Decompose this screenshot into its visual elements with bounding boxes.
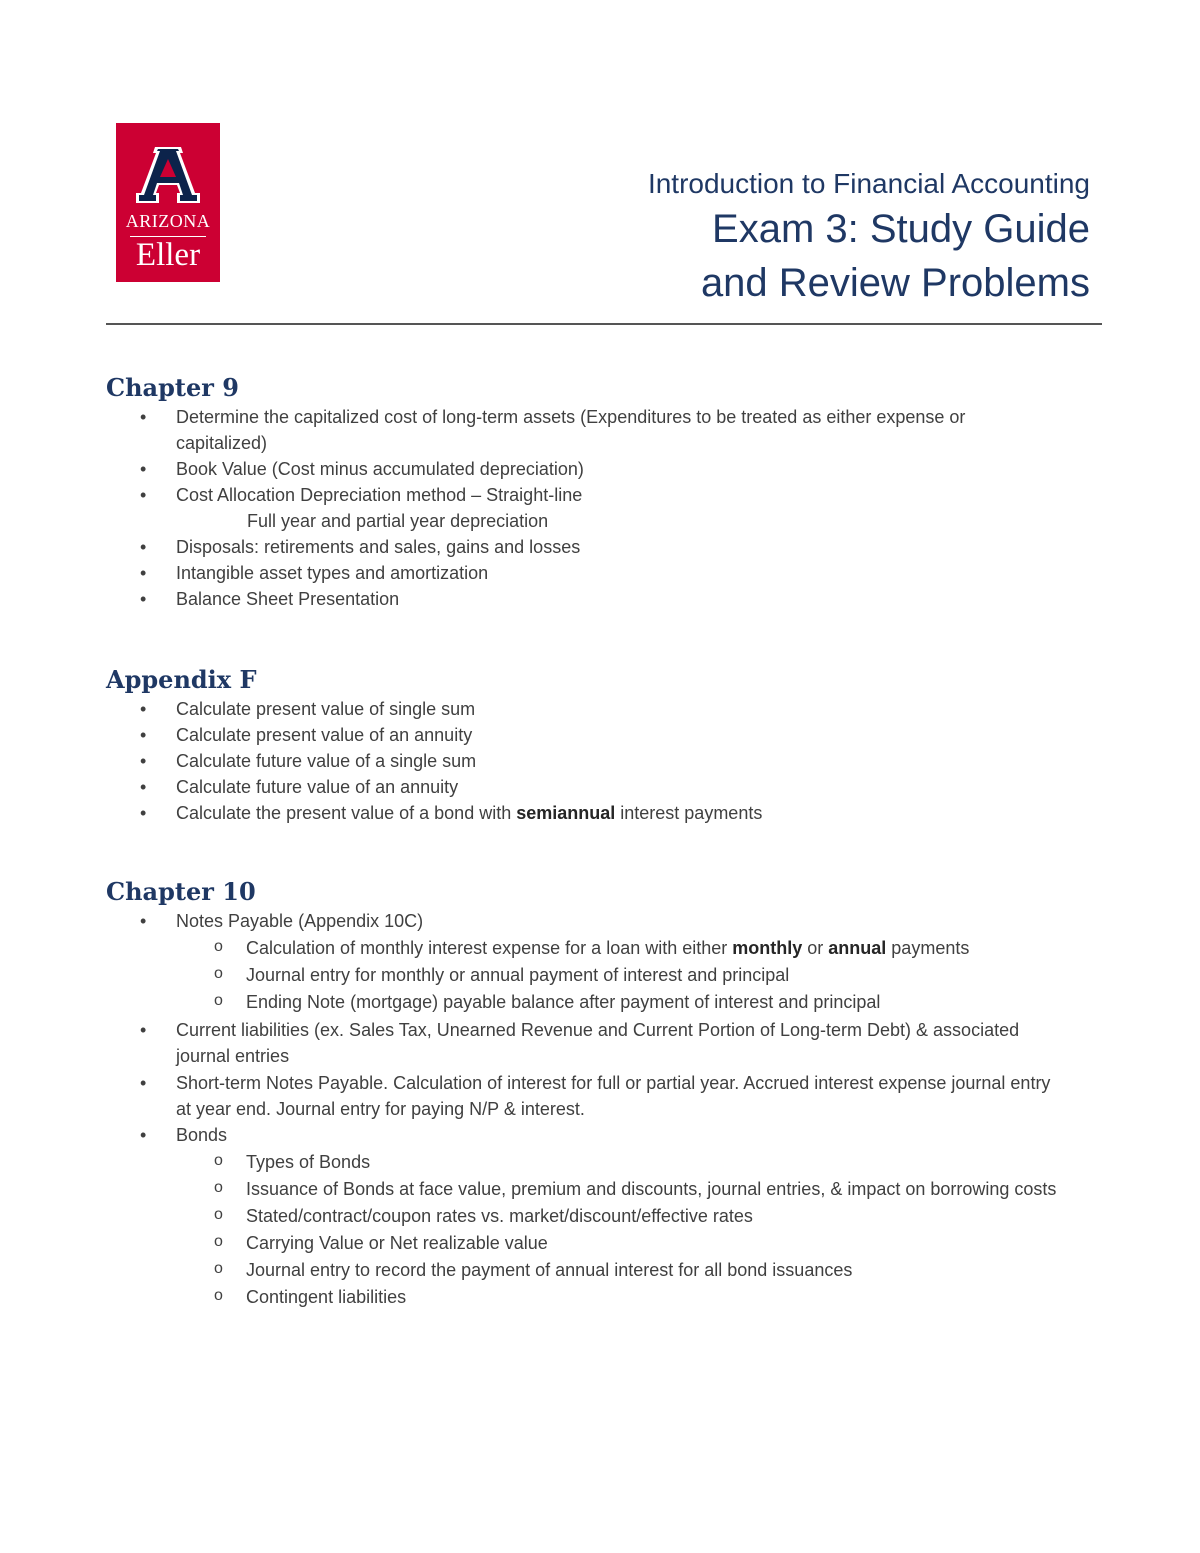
block-a-icon xyxy=(133,145,203,205)
chapter-10-list xyxy=(106,908,1106,1310)
appendix-f-heading: Appendix F xyxy=(106,665,257,694)
emphasis-text: monthly xyxy=(732,938,803,958)
sub-list-item: o Carrying Value or Net realizable value xyxy=(176,1230,1106,1256)
university-logo xyxy=(116,123,220,282)
emphasis-text: semiannual xyxy=(516,803,616,823)
emphasis-text: annual xyxy=(828,938,887,958)
list-item-text: or xyxy=(802,938,829,958)
sub-list-item: o Journal entry to record the payment of annual interest for all bond issuances xyxy=(176,1257,1106,1283)
document-header xyxy=(648,166,1090,310)
sub-list-item: o Journal entry for monthly or annual payment of interest and principal xyxy=(176,962,1106,988)
chapter-10-heading: Chapter 10 xyxy=(106,877,256,906)
chapter-10-section xyxy=(106,876,1106,1310)
list-item-text: payments xyxy=(886,938,970,958)
list-item: • Current liabilities (ex. Sales Tax, Unearned Revenue and Current Portion of Long-term Debt) & associated journal entries xyxy=(106,1017,1036,1069)
list-item xyxy=(106,908,1106,1015)
list-item: • Calculate present value of an annuity xyxy=(106,722,1106,748)
logo-text-eller: Eller xyxy=(135,237,201,273)
list-item: • Calculate future value of a single sum xyxy=(106,748,1106,774)
appendix-f-section xyxy=(106,664,1106,826)
list-item-text: interest payments xyxy=(615,803,763,823)
list-item: • Balance Sheet Presentation xyxy=(106,586,1106,612)
course-title: Introduction to Financial Accounting xyxy=(647,168,1090,199)
list-item: • Intangible asset types and amortization xyxy=(106,560,1106,586)
header-divider xyxy=(106,323,1102,325)
sub-list-item xyxy=(176,935,1106,961)
chapter-9-heading: Chapter 9 xyxy=(106,373,239,402)
list-item-text: Bonds xyxy=(176,1125,228,1145)
list-item-text: Calculation of monthly interest expense for a loan with either xyxy=(246,938,733,958)
chapter-9-section xyxy=(106,372,1106,612)
list-item: • Short-term Notes Payable. Calculation of interest for full or partial year. Accrued interest expense journal entry at year end. Journal entry for paying N/P & interest. xyxy=(106,1070,1056,1122)
list-item-text: Calculate the present value of a bond with xyxy=(176,803,517,823)
logo-text-arizona: ARIZONA xyxy=(125,211,211,231)
list-item xyxy=(106,482,1106,534)
list-item: • Calculate present value of single sum xyxy=(106,696,1106,722)
sub-list-item: o Types of Bonds xyxy=(176,1149,1106,1175)
bonds-sublist xyxy=(106,1149,1106,1310)
list-item: • Determine the capitalized cost of long-term assets (Expenditures to be treated as either expense or capitalized) xyxy=(106,404,1056,456)
appendix-f-list xyxy=(106,696,1106,826)
sub-list-item: o Stated/contract/coupon rates vs. market/discount/effective rates xyxy=(176,1203,1106,1229)
document-title-line-1: Exam 3: Study Guide xyxy=(712,207,1090,251)
chapter-9-list xyxy=(106,404,1106,612)
list-item-text: Notes Payable (Appendix 10C) xyxy=(176,911,424,931)
sub-list-item: o Contingent liabilities xyxy=(176,1284,1106,1310)
list-item xyxy=(106,1122,1106,1310)
list-item: • Calculate future value of an annuity xyxy=(106,774,1106,800)
sub-list-item: o Issuance of Bonds at face value, premium and discounts, journal entries, & impact on borrowing costs xyxy=(176,1176,1106,1202)
list-item: • Book Value (Cost minus accumulated depreciation) xyxy=(106,456,1106,482)
list-item: • Disposals: retirements and sales, gains and losses xyxy=(106,534,1106,560)
sub-list-item: o Ending Note (mortgage) payable balance after payment of interest and principal xyxy=(176,989,1106,1015)
notes-payable-sublist xyxy=(106,935,1106,1015)
list-item-text: Cost Allocation Depreciation method – Straight-line xyxy=(176,485,583,505)
list-item-subline: Full year and partial year depreciation xyxy=(247,511,549,531)
document-title-line-2: and Review Problems xyxy=(700,261,1090,305)
list-item xyxy=(106,800,1106,826)
